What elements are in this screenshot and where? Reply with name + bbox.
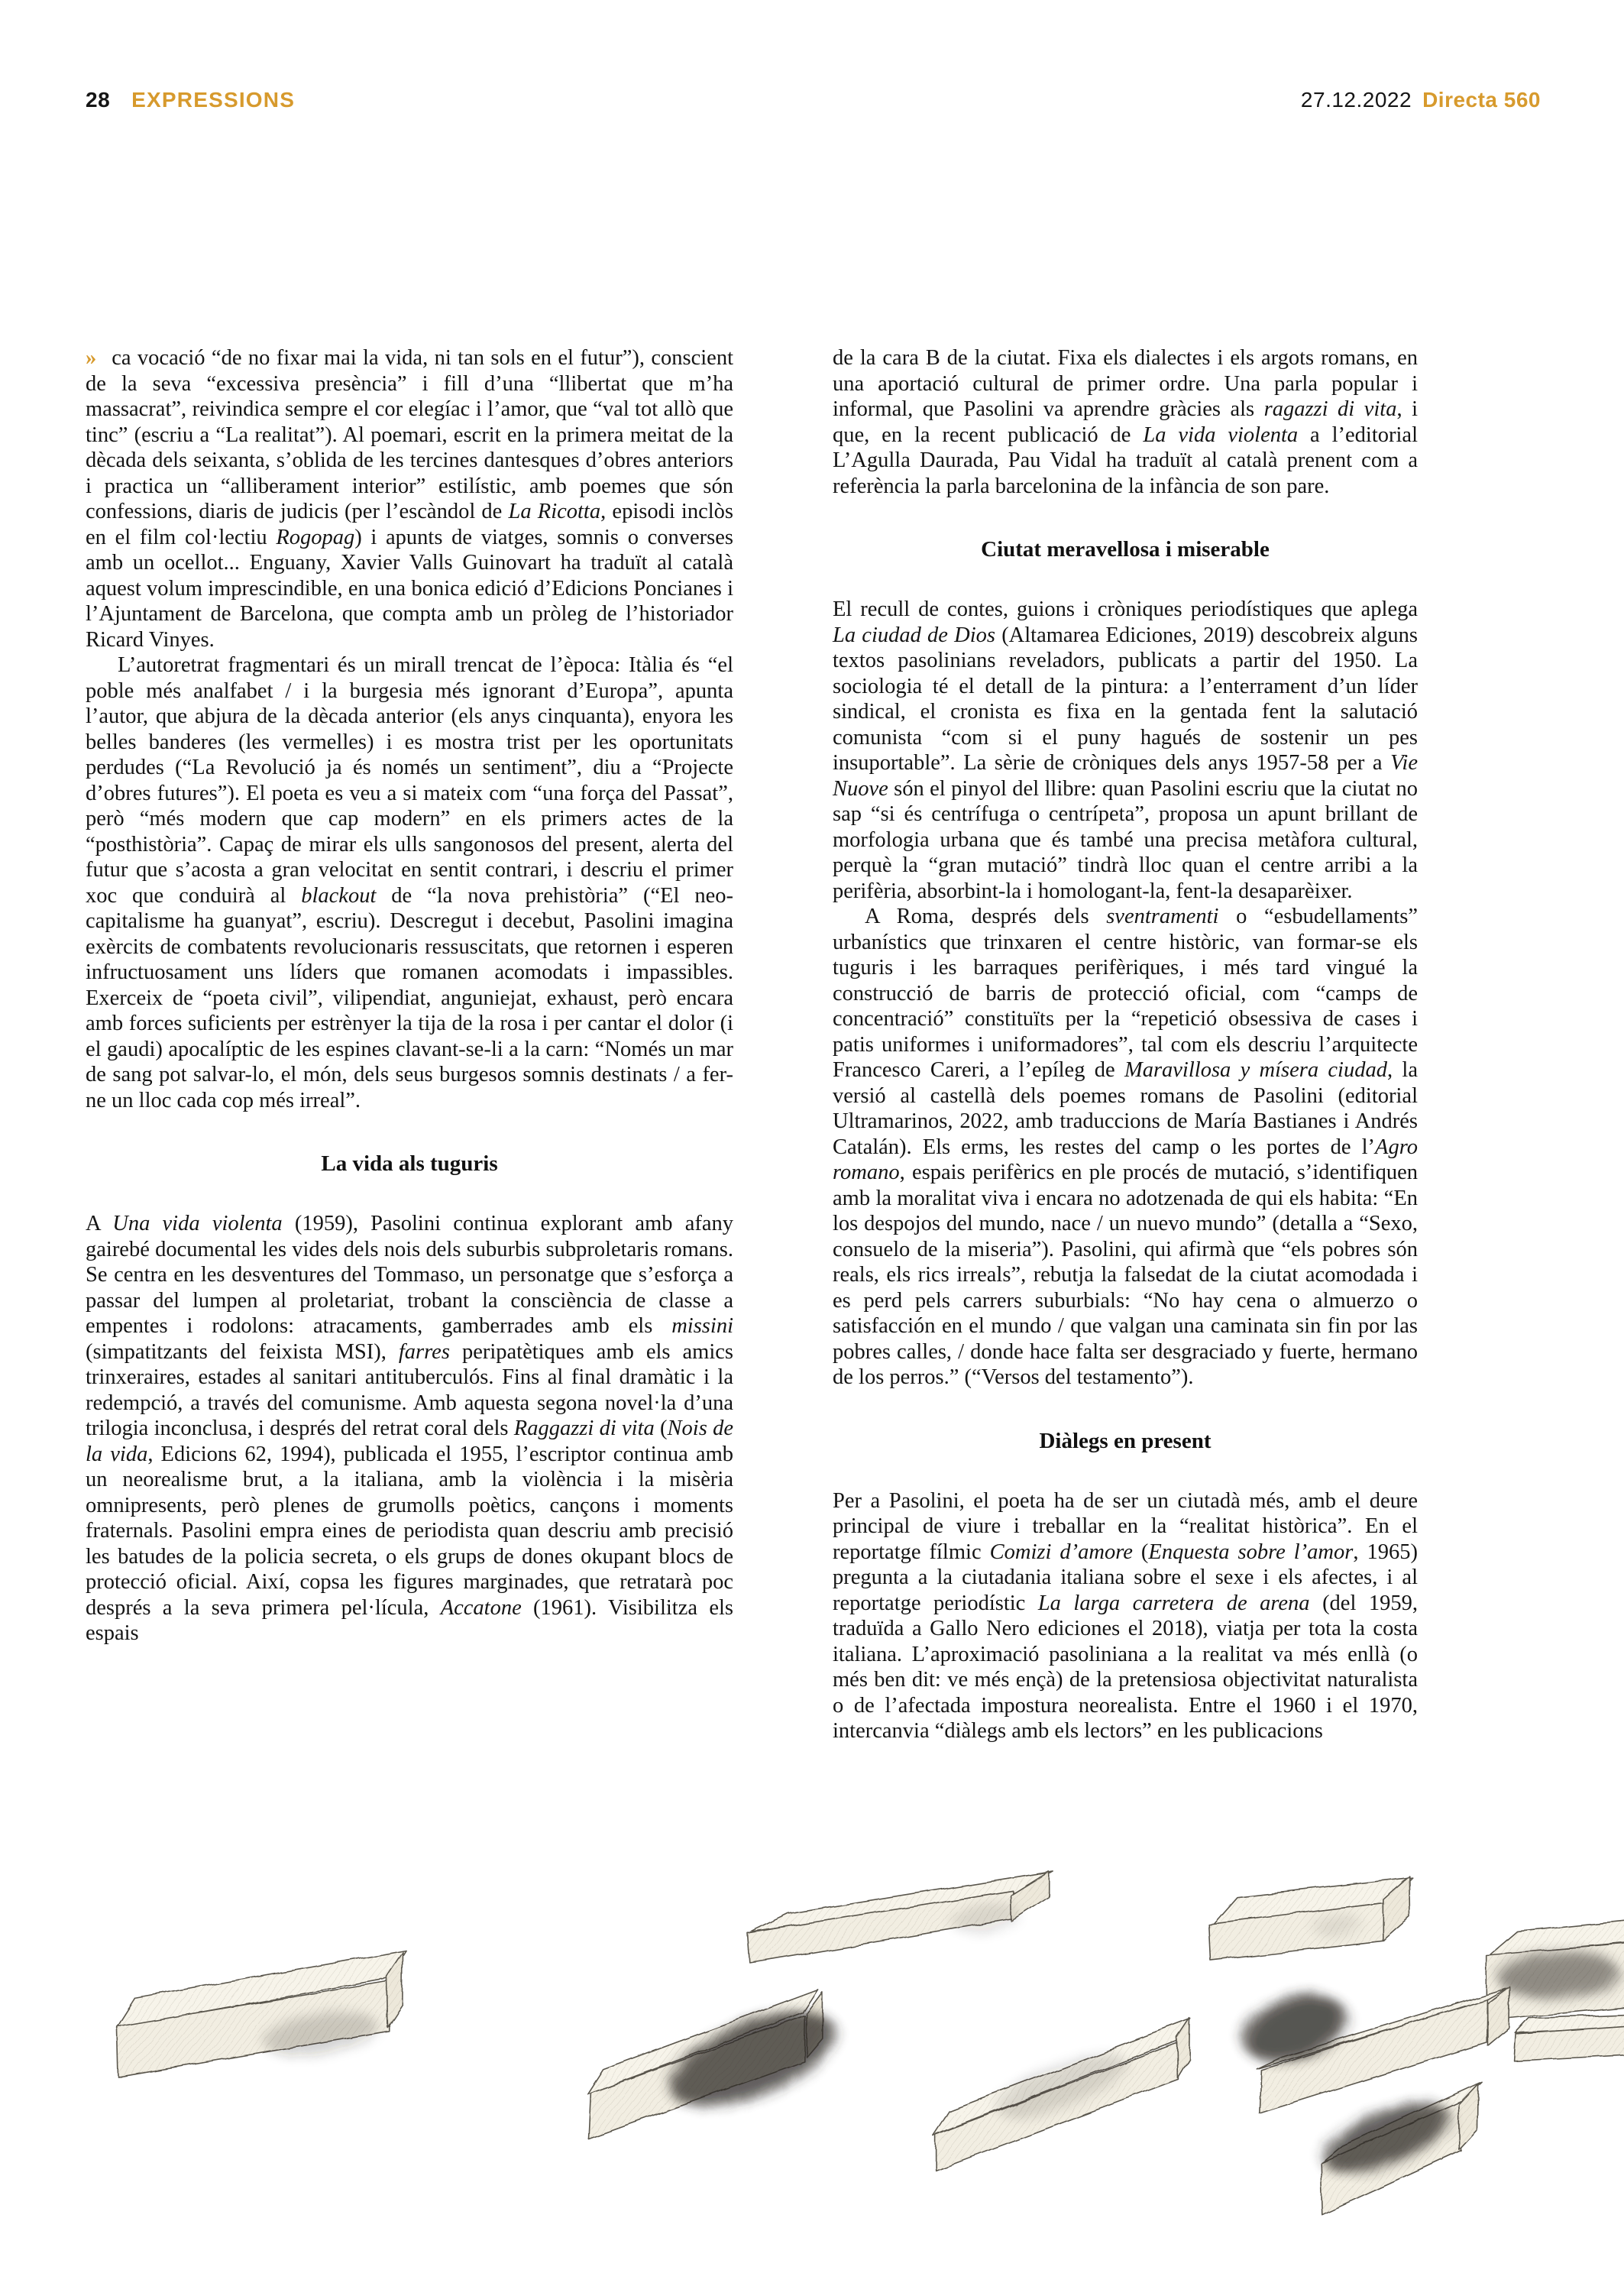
article-column-left [86,345,733,1647]
stone-block-right-low [1514,2011,1624,2061]
masthead: Directa 560 [1422,88,1541,112]
running-head-right [1301,87,1541,113]
running-head-left [86,87,295,113]
paragraph: L’autoretrat fragmentari és un mirall trencat de l’època: Itàlia és “el poble més analfabet / i la burgesia més ignorant d’Europa”, apunta l’autor, que abjura de la dècada anterior (els anys cinquanta), enyora les belles banderes (les vermelles) i es mostra trist per les oportunitats perdudes (“La Revolució ja és només un sentiment”, diu a “Projecte d’obres futures”). El poeta es veu a si mateix com “una força del Passat”, però “més modern que cap modern” en els primers actes de la “posthistòria”. Capaç de mirar els ulls sangonosos del present, alerta del futur que s’acosta a gran velocitat en sentit contrari, i descriu el primer xoc que conduirà al blackout de “la nova prehistòria” (“El neo-capitalisme ha guanyat”, escriu). Descregut i decebut, Pasolini imagina exèrcits de combatents revolucionaris ressuscitats, que retornen i esperen infructuosament uns líders que romanen acomodats i impassibles. Exerceix de “poeta civil”, vilipendiat, anguniejat, exhaust, però encara amb forces suficients per estrènyer la tija de la rosa i per cantar el dolor (i el gaudi) apocalíptic de les espines clavant-se-li a la carn: “Només un mar de sang pot salvar-lo, el món, dels seus burgesos somnis destinats / a fer-ne un lloc cada cop més irreal”. [86,653,734,1112]
stone-block-left [117,1951,406,2077]
paragraph: de la cara B de la ciutat. Fixa els dialectes i els argots romans, en una aportació cultural de primer ordre. Una parla popular i informal, que Pasolini va aprendre gràcies als ragazzi di vita, i que, en la recent publicació de La vida violenta a l’editorial L’Agulla Daurada, Pau Vidal ha traduït al català prenent com a referència la parla barcelonina de la infància de son pare. [833,346,1418,498]
lead-paragraph: » ca vocació “de no fixar mai la vida, ni tan sols en el futur”), conscient de la seva “excessiva presència” i fill d’una “llibertat que m’ha massacrat”, reivindica sempre el cor elegíac i l’amor, que “val tot allò que tinc” (escriu a “La realitat”). Al poemari, escrit en la primera meitat de la dècada dels seixanta, s’oblida de les tercines dantesques d’obres anteriors i practica un “alliberament interior” estilístic, amb poemes que són confessions, diaris de judicis (per l’escàndol de La Ricotta, episodi inclòs en el film col·lectiu Rogopag) i apunts de viatges, somnis o converses amb un ocellot... Enguany, Xavier Valls Guinovart ha traduït al català aquest volum imprescindible, en una bonica edició d’Edicions Poncianes i l’Ajuntament de Barcelona, que compta amb un pròleg de l’historiador Ricard Vinyes. [86,346,734,652]
stone-block-bottom-right [1315,2082,1482,2215]
subheading-dialegs-en-present: Diàlegs en present [1039,1428,1212,1453]
page-number: 28 [86,88,111,112]
paragraph: El recull de contes, guions i cròniques periodístiques que aplega La ciudad de Dios (Altamarea Ediciones, 2019) descobreix alguns textos pasolinians reveladors, publicats a partir del 1950. La sociologia té el detall de la pintura: a l’enterrament d’un líder sindical, el cronista es fixa en la gentada fent la salutació comunista “com si el puny hagués de sostenir un pes insuportable”. La sèrie de cròniques dels anys 1957-58 per a Vie Nuove són el pinyol del llibre: quan Pasolini escriu que la ciutat no sap “si és centrífuga o centrípeta”, proposa un apunt brillant de morfologia urbana que és també una precisa metàfora cultural, perquè la “gran mutació” tindrà lloc quan el centre arribi a la perifèria, absorbint-la i homologant-la, fent-la desaparèixer. [833,597,1418,903]
paragraph: Per a Pasolini, el poeta ha de ser un ciutadà més, amb el deure principal de viure i treballar en la “realitat històrica”. En el reportatge fílmic Comizi d’amore (Enquesta sobre l’amor, 1965) pregunta a la ciutadania italiana sobre el sexe i els afectes, i al reportatge periodístic La larga carretera de arena (del 1959, traduïda a Gallo Nero ediciones el 2018), viatja per tota la costa italiana. L’aproximació pasoliniana a la realitat va més enllà (o més ben dit: ve més ençà) de la pretensiosa objectivitat naturalista o de l’afectada impostura neorealista. Entre el 1960 i el 1970, intercanvia “diàlegs amb els lectors” en les publicacions [833,1488,1418,1743]
subheading-ciutat-meravellosa: Ciutat meravellosa i miserable [981,537,1270,562]
subheading-la-vida-als-tuguris: La vida als tuguris [321,1151,498,1176]
stone-blocks-group [117,1871,1624,2214]
stone-block-bottom-center [933,2019,1190,2171]
paragraph: A Una vida violenta (1959), Pasolini continua explorant amb afany gairebé documental les vides dels nois dels suburbis subproletaris romans. Se centra en les desventures del Tommaso, un personatge que s’esforça a passar del lumpen al proletariat, trobant la consciència de classe a empentes i rodolons: atracaments, gamberrades amb els missini (simpatitzants del feixista MSI), farres peripatètiques amb els amics trinxeraires, estades al sanitari antituberculós. Fins al final dramàtic i la redempció, a través del comunisme. Amb aquesta segona novel·la d’una trilogia inconclusa, i després del retrat coral dels Raggazzi di vita (Nois de la vida, Edicions 62, 1994), publicada el 1955, l’escriptor continua amb un neorealisme brut, a la italiana, amb la violència i la misèria omnipresents, però plenes de grumolls poètics, cançons i moments fraternals. Pasolini empra eines de periodista quan descriu amb precisió les batudes de la policia secreta, o els grups de dones okupant blocs de protecció oficial. Així, copsa les figures marginades, que retratarà poc després a la seva primera pel·lícula, Accatone (1961). Visibilitza els espais [86,1212,733,1645]
stone-block-center-dark [587,1990,848,2139]
stone-blocks-illustration [0,1834,1624,2286]
issue-date: 27.12.2022 [1300,88,1412,112]
stone-block-top-right [1208,1876,1412,1961]
stone-block-top-center [748,1871,1053,1963]
section-label: EXPRESSIONS [131,88,296,112]
article-column-right [833,345,1418,1744]
paragraph: A Roma, després dels sventramenti o “esbudellaments” urbanístics que trinxaren el centre històric, van formar-se els tuguris i les barraques perifèriques, i més tard vingué la construcció de barris de protecció oficial, com “camps de concentració” constituïts per la “repetició obsessiva de cases i patis uniformes i uniformadores”, tal com els descriu l’arquitecte Francesco Careri, a l’epíleg de Maravillosa y mísera ciudad, la versió al castellà dels poemes romans de Pasolini (editorial Ultramarinos, 2022, amb traduccions de María Bastianes i Andrés Catalán). Els erms, les restes del camp o les portes de l’Agro romano, espais perifèrics en ple procés de mutació, s’identifiquen amb la moralitat viva i encara no adotzenada de qui els habita: “En los despojos del mundo, nace / un nuevo mundo” (detalla a “Sexo, consuelo de la miseria”). Pasolini, qui afirmà que “els pobres són reals, els rics irreals”, rebutja la falsedat de la ciutat acomodada i es perd pels carrers suburbials: “No hay cena o almuerzo o satisfacción en el mundo / que valgan una caminata sin fin por las pobres calles, / donde hace falta ser desgraciado y fuerte, hermano de los perros.” (“Versos del testamento”). [833,905,1418,1389]
